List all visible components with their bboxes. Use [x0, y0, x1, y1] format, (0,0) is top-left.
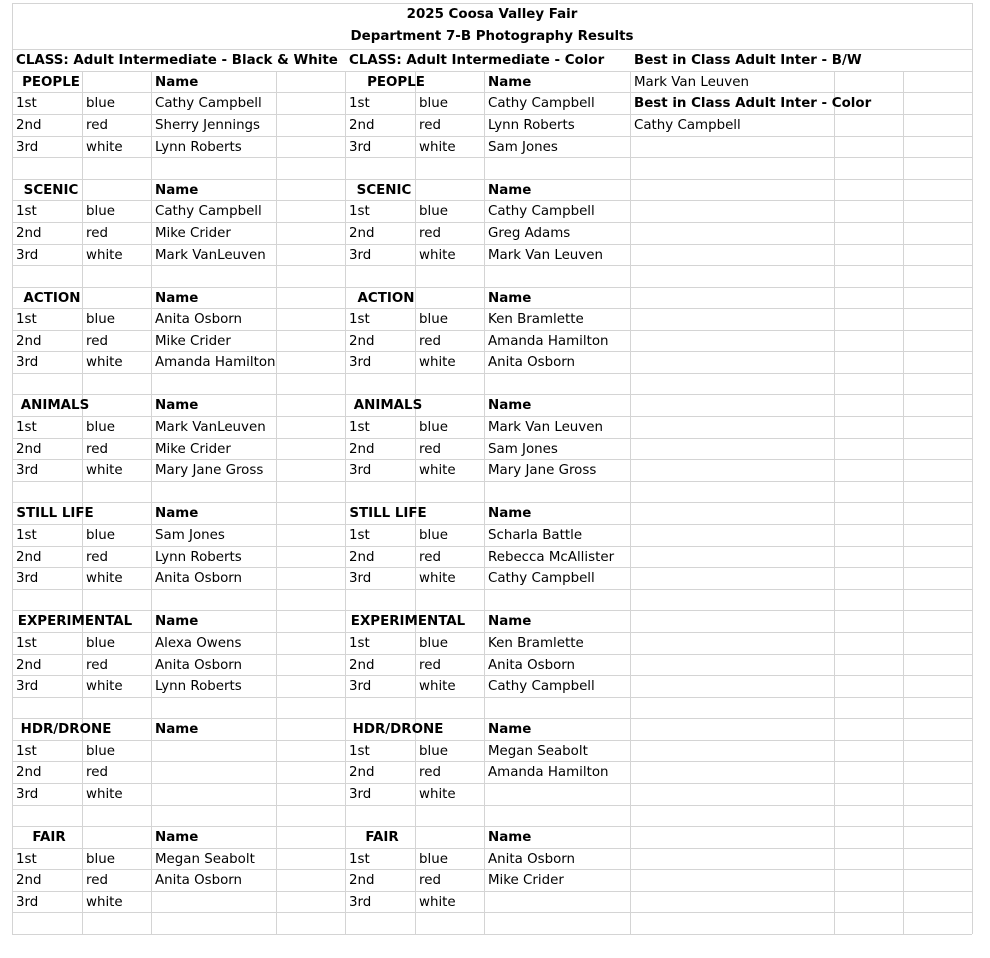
- name-column-header: Name: [488, 830, 532, 845]
- grid-row-line: [12, 546, 972, 547]
- ribbon-cell: white: [419, 139, 456, 155]
- grid-column-line: [903, 71, 904, 934]
- grid-row-line: [12, 848, 972, 849]
- grid-row-line: [12, 438, 972, 439]
- name-column-header: Name: [488, 398, 532, 413]
- ribbon-cell: blue: [86, 636, 115, 651]
- ribbon-cell: white: [86, 247, 123, 263]
- place-cell: 1st: [16, 528, 37, 543]
- winner-name-cell: Mark Van Leuven: [488, 247, 603, 263]
- category-header: STILL LIFE: [349, 506, 427, 521]
- winner-name-cell: Sherry Jennings: [155, 118, 261, 133]
- grid-row-line: [12, 92, 972, 93]
- grid-row-line: [12, 934, 972, 935]
- grid-row-line: [12, 610, 972, 611]
- name-column-header: Name: [488, 74, 532, 90]
- winner-name-cell: Mark Van Leuven: [488, 420, 603, 435]
- category-header: ACTION: [23, 290, 81, 306]
- winner-name-cell: Cathy Campbell: [488, 679, 595, 694]
- page-title: 2025 Coosa Valley Fair: [406, 7, 578, 22]
- ribbon-cell: white: [419, 571, 456, 586]
- place-cell: 3rd: [16, 571, 39, 586]
- ribbon-cell: blue: [419, 743, 448, 759]
- ribbon-cell: white: [419, 679, 456, 694]
- winner-name-cell: Ken Bramlette: [488, 636, 584, 651]
- grid-row-line: [12, 632, 972, 633]
- ribbon-cell: blue: [419, 96, 448, 111]
- place-cell: 3rd: [16, 355, 39, 370]
- winner-name-cell: Lynn Roberts: [155, 549, 242, 565]
- grid-row-line: [12, 524, 972, 525]
- ribbon-cell: blue: [86, 743, 115, 759]
- name-column-header: Name: [155, 290, 199, 306]
- ribbon-cell: blue: [419, 851, 448, 867]
- grid-row-line: [12, 891, 972, 892]
- category-header: HDR/DRONE: [20, 722, 112, 737]
- winner-name-cell: Anita Osborn: [488, 657, 576, 673]
- name-column-header: Name: [488, 506, 532, 521]
- name-column-header: Name: [155, 722, 199, 737]
- grid-row-line: [12, 718, 972, 719]
- name-column-header: Name: [488, 614, 532, 629]
- name-column-header: Name: [155, 614, 199, 629]
- grid-column-line: [12, 3, 13, 934]
- grid-row-line: [12, 783, 972, 784]
- place-cell: 2nd: [16, 765, 42, 780]
- ribbon-cell: blue: [86, 204, 115, 219]
- place-cell: 1st: [16, 851, 37, 867]
- place-cell: 1st: [16, 743, 37, 759]
- grid-row-line: [12, 114, 972, 115]
- grid-row-line: [12, 200, 972, 201]
- ribbon-cell: white: [86, 463, 123, 478]
- place-cell: 2nd: [349, 226, 375, 241]
- ribbon-cell: blue: [419, 636, 448, 651]
- name-column-header: Name: [155, 830, 199, 845]
- place-cell: 3rd: [16, 463, 39, 478]
- grid-row-line: [12, 265, 972, 266]
- grid-row-line: [12, 308, 972, 309]
- place-cell: 1st: [349, 312, 370, 327]
- grid-row-line: [12, 740, 972, 741]
- winner-name-cell: Mark VanLeuven: [155, 247, 266, 263]
- ribbon-cell: white: [86, 571, 123, 586]
- ribbon-cell: red: [86, 333, 108, 349]
- ribbon-cell: red: [86, 657, 108, 673]
- category-header: STILL LIFE: [16, 506, 94, 521]
- winner-name-cell: Sam Jones: [155, 528, 225, 543]
- winner-name-cell: Cathy Campbell: [488, 571, 595, 586]
- grid-row-line: [12, 869, 972, 870]
- ribbon-cell: blue: [419, 420, 448, 435]
- winner-name-cell: Mike Crider: [488, 873, 564, 888]
- place-cell: 2nd: [349, 765, 375, 780]
- winner-name-cell: Anita Osborn: [155, 571, 243, 586]
- name-column-header: Name: [155, 398, 199, 413]
- winner-name-cell: Cathy Campbell: [155, 96, 262, 111]
- grid-row-line: [12, 157, 972, 158]
- winner-name-cell: Amanda Hamilton: [155, 355, 276, 370]
- winner-name-cell: Rebecca McAllister: [488, 549, 615, 565]
- ribbon-cell: red: [419, 441, 441, 457]
- winner-name-cell: Megan Seabolt: [488, 743, 588, 759]
- ribbon-cell: red: [86, 873, 108, 888]
- winner-name-cell: Anita Osborn: [488, 851, 576, 867]
- grid-row-line: [12, 567, 972, 568]
- class-header-color: CLASS: Adult Intermediate - Color: [349, 53, 605, 68]
- winner-name-cell: Sam Jones: [488, 441, 558, 457]
- place-cell: 3rd: [349, 571, 372, 586]
- category-header: EXPERIMENTAL: [350, 614, 466, 629]
- ribbon-cell: white: [419, 894, 456, 910]
- name-column-header: Name: [488, 722, 532, 737]
- grid-row-line: [12, 49, 972, 50]
- grid-row-line: [12, 459, 972, 460]
- best-in-class-color-label: Best in Class Adult Inter - Color: [634, 96, 872, 111]
- winner-name-cell: Megan Seabolt: [155, 851, 255, 867]
- place-cell: 2nd: [16, 333, 42, 349]
- grid-row-line: [12, 805, 972, 806]
- place-cell: 3rd: [349, 463, 372, 478]
- winner-name-cell: Alexa Owens: [155, 636, 242, 651]
- winner-name-cell: Cathy Campbell: [488, 204, 595, 219]
- place-cell: 2nd: [16, 873, 42, 888]
- ribbon-cell: white: [86, 139, 123, 155]
- grid-row-line: [12, 179, 972, 180]
- ribbon-cell: blue: [86, 528, 115, 543]
- category-header: ANIMALS: [353, 398, 423, 413]
- best-in-class-bw-label: Best in Class Adult Inter - B/W: [634, 53, 862, 68]
- ribbon-cell: blue: [86, 312, 115, 327]
- page-subtitle: Department 7-B Photography Results: [350, 29, 634, 44]
- winner-name-cell: Greg Adams: [488, 226, 571, 241]
- ribbon-cell: red: [419, 765, 441, 780]
- ribbon-cell: blue: [86, 420, 115, 435]
- place-cell: 1st: [16, 96, 37, 111]
- winner-name-cell: Mary Jane Gross: [155, 463, 264, 478]
- grid-column-line: [415, 71, 416, 934]
- winner-name-cell: Anita Osborn: [155, 312, 243, 327]
- category-header: EXPERIMENTAL: [17, 614, 133, 629]
- place-cell: 2nd: [349, 657, 375, 673]
- grid-row-line: [12, 244, 972, 245]
- name-column-header: Name: [488, 182, 532, 198]
- grid-column-line: [82, 71, 83, 934]
- place-cell: 3rd: [16, 139, 39, 155]
- grid-row-line: [12, 654, 972, 655]
- grid-row-line: [12, 675, 972, 676]
- grid-row-line: [12, 71, 972, 72]
- ribbon-cell: white: [419, 787, 456, 802]
- winner-name-cell: Amanda Hamilton: [488, 765, 609, 780]
- ribbon-cell: blue: [86, 96, 115, 111]
- category-header: HDR/DRONE: [352, 722, 444, 737]
- category-header: SCENIC: [356, 182, 412, 198]
- winner-name-cell: Mike Crider: [155, 226, 231, 241]
- place-cell: 1st: [349, 528, 370, 543]
- category-header: PEOPLE: [367, 74, 425, 90]
- winner-name-cell: Mary Jane Gross: [488, 463, 597, 478]
- category-header: PEOPLE: [22, 74, 80, 90]
- place-cell: 2nd: [349, 118, 375, 133]
- winner-name-cell: Lynn Roberts: [155, 139, 242, 155]
- place-cell: 3rd: [349, 894, 372, 910]
- winner-name-cell: Cathy Campbell: [488, 96, 595, 111]
- ribbon-cell: white: [86, 787, 123, 802]
- grid-row-line: [12, 287, 972, 288]
- ribbon-cell: red: [419, 657, 441, 673]
- grid-column-line: [484, 71, 485, 934]
- grid-column-line: [630, 71, 631, 934]
- place-cell: 1st: [349, 420, 370, 435]
- winner-name-cell: Sam Jones: [488, 139, 558, 155]
- grid-column-line: [345, 71, 346, 934]
- grid-column-line: [834, 71, 835, 934]
- grid-row-line: [12, 697, 972, 698]
- place-cell: 2nd: [349, 441, 375, 457]
- ribbon-cell: white: [86, 894, 123, 910]
- winner-name-cell: Scharla Battle: [488, 528, 583, 543]
- winner-name-cell: Mike Crider: [155, 441, 231, 457]
- place-cell: 1st: [16, 420, 37, 435]
- name-column-header: Name: [155, 74, 199, 90]
- name-column-header: Name: [488, 290, 532, 306]
- place-cell: 3rd: [349, 139, 372, 155]
- best-in-class-color-winner: Cathy Campbell: [634, 118, 741, 133]
- place-cell: 1st: [349, 636, 370, 651]
- ribbon-cell: white: [419, 247, 456, 263]
- grid-row-line: [12, 502, 972, 503]
- place-cell: 1st: [349, 743, 370, 759]
- place-cell: 3rd: [16, 787, 39, 802]
- place-cell: 3rd: [349, 355, 372, 370]
- place-cell: 1st: [349, 96, 370, 111]
- ribbon-cell: red: [419, 873, 441, 888]
- place-cell: 3rd: [349, 787, 372, 802]
- place-cell: 1st: [16, 636, 37, 651]
- place-cell: 1st: [349, 204, 370, 219]
- grid-column-line: [276, 71, 277, 934]
- ribbon-cell: red: [419, 333, 441, 349]
- winner-name-cell: Lynn Roberts: [155, 679, 242, 694]
- place-cell: 2nd: [349, 333, 375, 349]
- ribbon-cell: white: [419, 463, 456, 478]
- winner-name-cell: Lynn Roberts: [488, 118, 575, 133]
- ribbon-cell: red: [419, 226, 441, 241]
- winner-name-cell: Anita Osborn: [488, 355, 576, 370]
- ribbon-cell: red: [86, 226, 108, 241]
- grid-row-line: [12, 481, 972, 482]
- grid-row-line: [12, 589, 972, 590]
- winner-name-cell: Anita Osborn: [155, 873, 243, 888]
- name-column-header: Name: [155, 506, 199, 521]
- place-cell: 3rd: [16, 679, 39, 694]
- place-cell: 2nd: [16, 441, 42, 457]
- winner-name-cell: Cathy Campbell: [155, 204, 262, 219]
- ribbon-cell: red: [86, 765, 108, 780]
- winner-name-cell: Anita Osborn: [155, 657, 243, 673]
- grid-row-line: [12, 416, 972, 417]
- place-cell: 3rd: [349, 247, 372, 263]
- grid-row-line: [12, 826, 972, 827]
- place-cell: 2nd: [16, 226, 42, 241]
- grid-row-line: [12, 330, 972, 331]
- ribbon-cell: red: [86, 549, 108, 565]
- grid-row-line: [12, 136, 972, 137]
- grid-row-line: [12, 373, 972, 374]
- winner-name-cell: Amanda Hamilton: [488, 333, 609, 349]
- ribbon-cell: white: [86, 679, 123, 694]
- class-header-bw: CLASS: Adult Intermediate - Black & White: [16, 53, 338, 68]
- ribbon-cell: blue: [419, 204, 448, 219]
- place-cell: 3rd: [16, 894, 39, 910]
- ribbon-cell: white: [419, 355, 456, 370]
- ribbon-cell: red: [86, 441, 108, 457]
- ribbon-cell: red: [419, 118, 441, 133]
- ribbon-cell: red: [86, 118, 108, 133]
- winner-name-cell: Mike Crider: [155, 333, 231, 349]
- grid-row-line: [12, 222, 972, 223]
- place-cell: 2nd: [16, 118, 42, 133]
- place-cell: 1st: [349, 851, 370, 867]
- place-cell: 2nd: [16, 549, 42, 565]
- category-header: ACTION: [357, 290, 415, 306]
- grid-row-line: [12, 761, 972, 762]
- category-header: SCENIC: [23, 182, 79, 198]
- grid-row-line: [12, 912, 972, 913]
- ribbon-cell: red: [419, 549, 441, 565]
- place-cell: 2nd: [349, 873, 375, 888]
- winner-name-cell: Ken Bramlette: [488, 312, 584, 327]
- place-cell: 2nd: [16, 657, 42, 673]
- best-in-class-bw-winner: Mark Van Leuven: [634, 74, 749, 90]
- grid-row-line: [12, 351, 972, 352]
- grid-row-line: [12, 3, 972, 4]
- place-cell: 3rd: [349, 679, 372, 694]
- place-cell: 3rd: [16, 247, 39, 263]
- ribbon-cell: blue: [419, 312, 448, 327]
- place-cell: 2nd: [349, 549, 375, 565]
- ribbon-cell: blue: [86, 851, 115, 867]
- grid-row-line: [12, 394, 972, 395]
- place-cell: 1st: [16, 204, 37, 219]
- winner-name-cell: Mark VanLeuven: [155, 420, 266, 435]
- ribbon-cell: blue: [419, 528, 448, 543]
- name-column-header: Name: [155, 182, 199, 198]
- category-header: ANIMALS: [20, 398, 90, 413]
- ribbon-cell: white: [86, 355, 123, 370]
- grid-column-line: [151, 71, 152, 934]
- grid-column-line: [972, 3, 973, 934]
- category-header: FAIR: [32, 830, 66, 845]
- category-header: FAIR: [365, 830, 399, 845]
- place-cell: 1st: [16, 312, 37, 327]
